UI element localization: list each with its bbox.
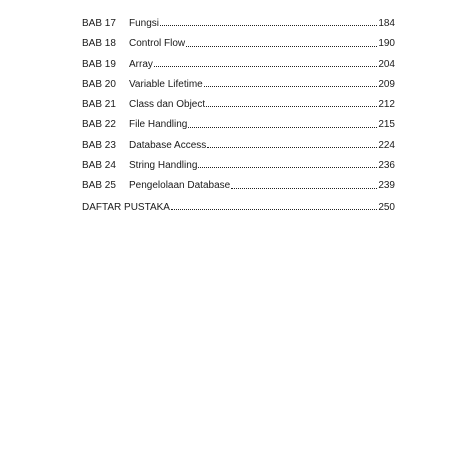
toc-page-number: 215 <box>378 119 395 131</box>
toc-chapter-title: Pengelolaan Database <box>129 180 231 192</box>
toc-page-number: 212 <box>378 99 395 111</box>
toc-chapter-number: BAB 20 <box>82 78 116 90</box>
toc-chapter-title: String Handling <box>129 160 198 172</box>
toc-chapter-number: BAB 25 <box>82 180 116 192</box>
toc-page-number: 204 <box>378 58 395 70</box>
toc-page-number: 209 <box>378 78 395 90</box>
toc-page-number: 239 <box>378 180 395 192</box>
toc-chapter-title: Control Flow <box>129 38 186 50</box>
toc-dot-leader <box>207 146 377 148</box>
toc-dot-leader <box>204 85 378 87</box>
toc-dot-leader <box>160 24 377 26</box>
toc-entry-bab-24[interactable] <box>82 156 395 176</box>
toc-entry-bab-22[interactable] <box>82 115 395 135</box>
toc-dot-leader <box>154 65 377 67</box>
toc-chapter-number: BAB 22 <box>82 119 116 131</box>
toc-chapter-title: Variable Lifetime <box>129 78 203 90</box>
toc-dot-leader <box>171 208 377 210</box>
table-of-contents <box>82 14 395 218</box>
toc-chapter-number: BAB 23 <box>82 139 116 151</box>
toc-page-number: 236 <box>378 160 395 172</box>
toc-chapter-number: BAB 17 <box>82 18 116 29</box>
toc-entry-bab-21[interactable] <box>82 95 395 115</box>
toc-entry-bab-23[interactable] <box>82 136 395 156</box>
toc-chapter-title: Database Access <box>129 139 207 151</box>
toc-dot-leader <box>198 166 377 168</box>
toc-chapter-number: BAB 18 <box>82 38 116 50</box>
toc-chapter-number: BAB 19 <box>82 58 116 70</box>
toc-bibliography-title: DAFTAR PUSTAKA <box>82 201 170 213</box>
toc-chapter-number: BAB 24 <box>82 160 116 172</box>
toc-dot-leader <box>231 187 377 189</box>
toc-entry-bab-25[interactable] <box>82 176 395 196</box>
toc-dot-leader <box>186 45 377 47</box>
toc-page-number: 184 <box>378 18 395 29</box>
toc-entry-bab-19[interactable] <box>82 55 395 75</box>
toc-page-number: 190 <box>378 38 395 50</box>
toc-dot-leader <box>206 105 377 107</box>
toc-entry-bab-18[interactable] <box>82 34 395 54</box>
toc-chapter-title: Fungsi <box>129 18 160 29</box>
toc-entry-bab-20[interactable] <box>82 75 395 95</box>
toc-chapter-number: BAB 21 <box>82 99 116 111</box>
toc-chapter-title: File Handling <box>129 119 188 131</box>
toc-dot-leader <box>188 126 377 128</box>
toc-page-number: 224 <box>378 139 395 151</box>
toc-chapter-title: Array <box>129 58 153 70</box>
toc-chapter-title: Class dan Object <box>129 99 206 111</box>
toc-entry-bab-17[interactable] <box>82 14 395 34</box>
toc-entry-daftar-pustaka[interactable] <box>82 198 395 218</box>
toc-page-number: 250 <box>378 201 395 213</box>
